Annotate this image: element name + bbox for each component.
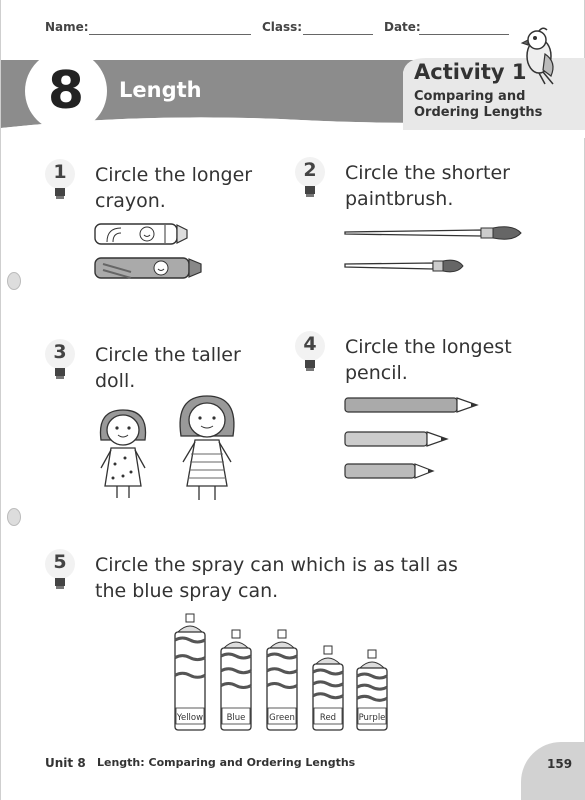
question-number: 2: [303, 159, 317, 181]
question-number: 5: [53, 551, 67, 573]
spray-can-label: Purple: [358, 713, 386, 723]
class-field[interactable]: [303, 34, 373, 35]
pencils-illustration: [343, 394, 483, 488]
parrot-icon: [509, 26, 565, 86]
question-text: Circle the longer crayon.: [95, 164, 253, 212]
unit-title: Length: [119, 78, 202, 102]
spray-can-label: Yellow: [176, 713, 204, 723]
spray-can-green[interactable]: [267, 630, 297, 730]
question-number: 4: [303, 333, 317, 355]
spray-can-yellow[interactable]: [175, 614, 205, 730]
date-field[interactable]: [419, 34, 509, 35]
paintbrushes-illustration: [343, 222, 525, 278]
unit-number-badge: 8: [25, 50, 107, 132]
spray-can-label: Red: [319, 713, 337, 723]
date-label: Date:: [384, 20, 421, 34]
spray-can-blue[interactable]: [221, 630, 251, 730]
spray-can-label: Green: [269, 713, 295, 723]
footer-unit: Unit 8: [45, 756, 86, 770]
short-crayon[interactable]: [95, 224, 187, 244]
class-label: Class:: [262, 20, 303, 34]
activity-title: Activity 1: [414, 60, 527, 84]
student-info-line: [1, 14, 584, 42]
shortest-pencil[interactable]: [345, 464, 433, 478]
question-text: Circle the shorter paintbrush.: [345, 162, 510, 210]
longest-pencil[interactable]: [345, 398, 477, 412]
question-number: 1: [53, 161, 67, 183]
spray-cans-illustration: [169, 608, 399, 736]
question-text: Circle the spray can which is as tall as the blue spray can.: [95, 554, 458, 602]
binder-hole: [7, 508, 21, 526]
long-crayon[interactable]: [95, 258, 201, 278]
question-number: 3: [53, 341, 67, 363]
question-text: Circle the taller doll.: [95, 344, 241, 392]
name-label: Name:: [45, 20, 89, 34]
page-number-tab: [521, 742, 585, 800]
short-paintbrush[interactable]: [345, 260, 463, 272]
name-field[interactable]: [89, 34, 251, 35]
spray-can-red[interactable]: [313, 646, 343, 730]
page-number: 159: [547, 757, 573, 771]
footer-title: Length: Comparing and Ordering Lengths: [97, 756, 356, 769]
short-doll[interactable]: [100, 410, 145, 498]
crayons-illustration: [93, 222, 203, 284]
binder-hole: [7, 272, 21, 290]
tall-doll[interactable]: [180, 396, 234, 500]
spray-can-label: Blue: [226, 713, 246, 723]
spray-can-purple[interactable]: [357, 650, 387, 730]
question-text: Circle the longest pencil.: [345, 336, 512, 384]
activity-subtitle: Comparing and Ordering Lengths: [414, 89, 543, 120]
dolls-illustration: [93, 392, 243, 504]
long-paintbrush[interactable]: [345, 227, 521, 239]
middle-pencil[interactable]: [345, 432, 447, 446]
